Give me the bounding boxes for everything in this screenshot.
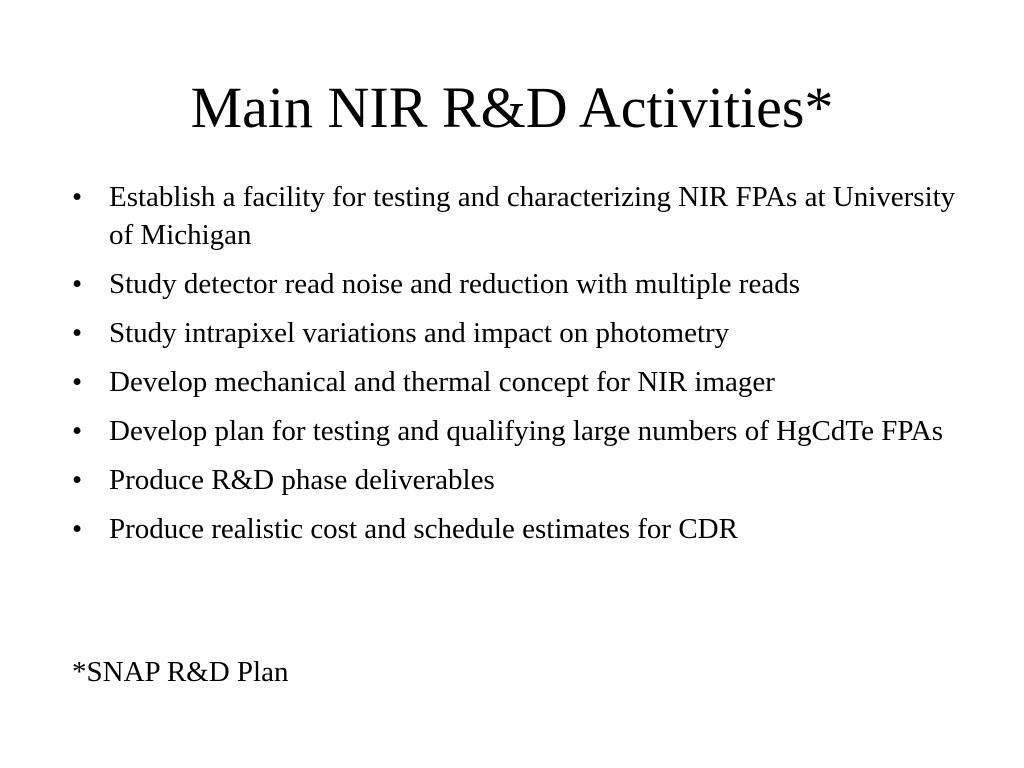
- list-item: [72, 178, 972, 254]
- bullet-text: Produce realistic cost and schedule estimates for CDR: [109, 513, 738, 545]
- bullet-text: Develop mechanical and thermal concept for NIR imager: [109, 366, 775, 398]
- bullet-icon: •: [72, 317, 83, 349]
- list-item: [72, 363, 972, 401]
- bullet-text: Produce R&D phase deliverables: [109, 464, 495, 496]
- bullet-text: Develop plan for testing and qualifying large numbers of HgCdTe FPAs: [109, 415, 944, 447]
- bullet-icon: •: [72, 415, 83, 447]
- bullet-icon: •: [72, 513, 83, 545]
- bullet-icon: •: [72, 366, 83, 398]
- bullet-list: [72, 178, 972, 559]
- bullet-icon: •: [72, 181, 83, 213]
- bullet-text: Establish a facility for testing and characterizing NIR FPAs at University of Michigan: [109, 181, 956, 251]
- slide-title: Main NIR R&D Activities*: [190, 75, 834, 140]
- list-item: [72, 265, 972, 303]
- bullet-text: Study detector read noise and reduction with multiple reads: [109, 268, 800, 300]
- footnote: *SNAP R&D Plan: [72, 656, 289, 688]
- bullet-icon: •: [72, 464, 83, 496]
- bullet-icon: •: [72, 268, 83, 300]
- bullet-text: Study intrapixel variations and impact on photometry: [109, 317, 730, 349]
- list-item: [72, 314, 972, 352]
- list-item: [72, 510, 972, 548]
- list-item: [72, 461, 972, 499]
- list-item: [72, 412, 972, 450]
